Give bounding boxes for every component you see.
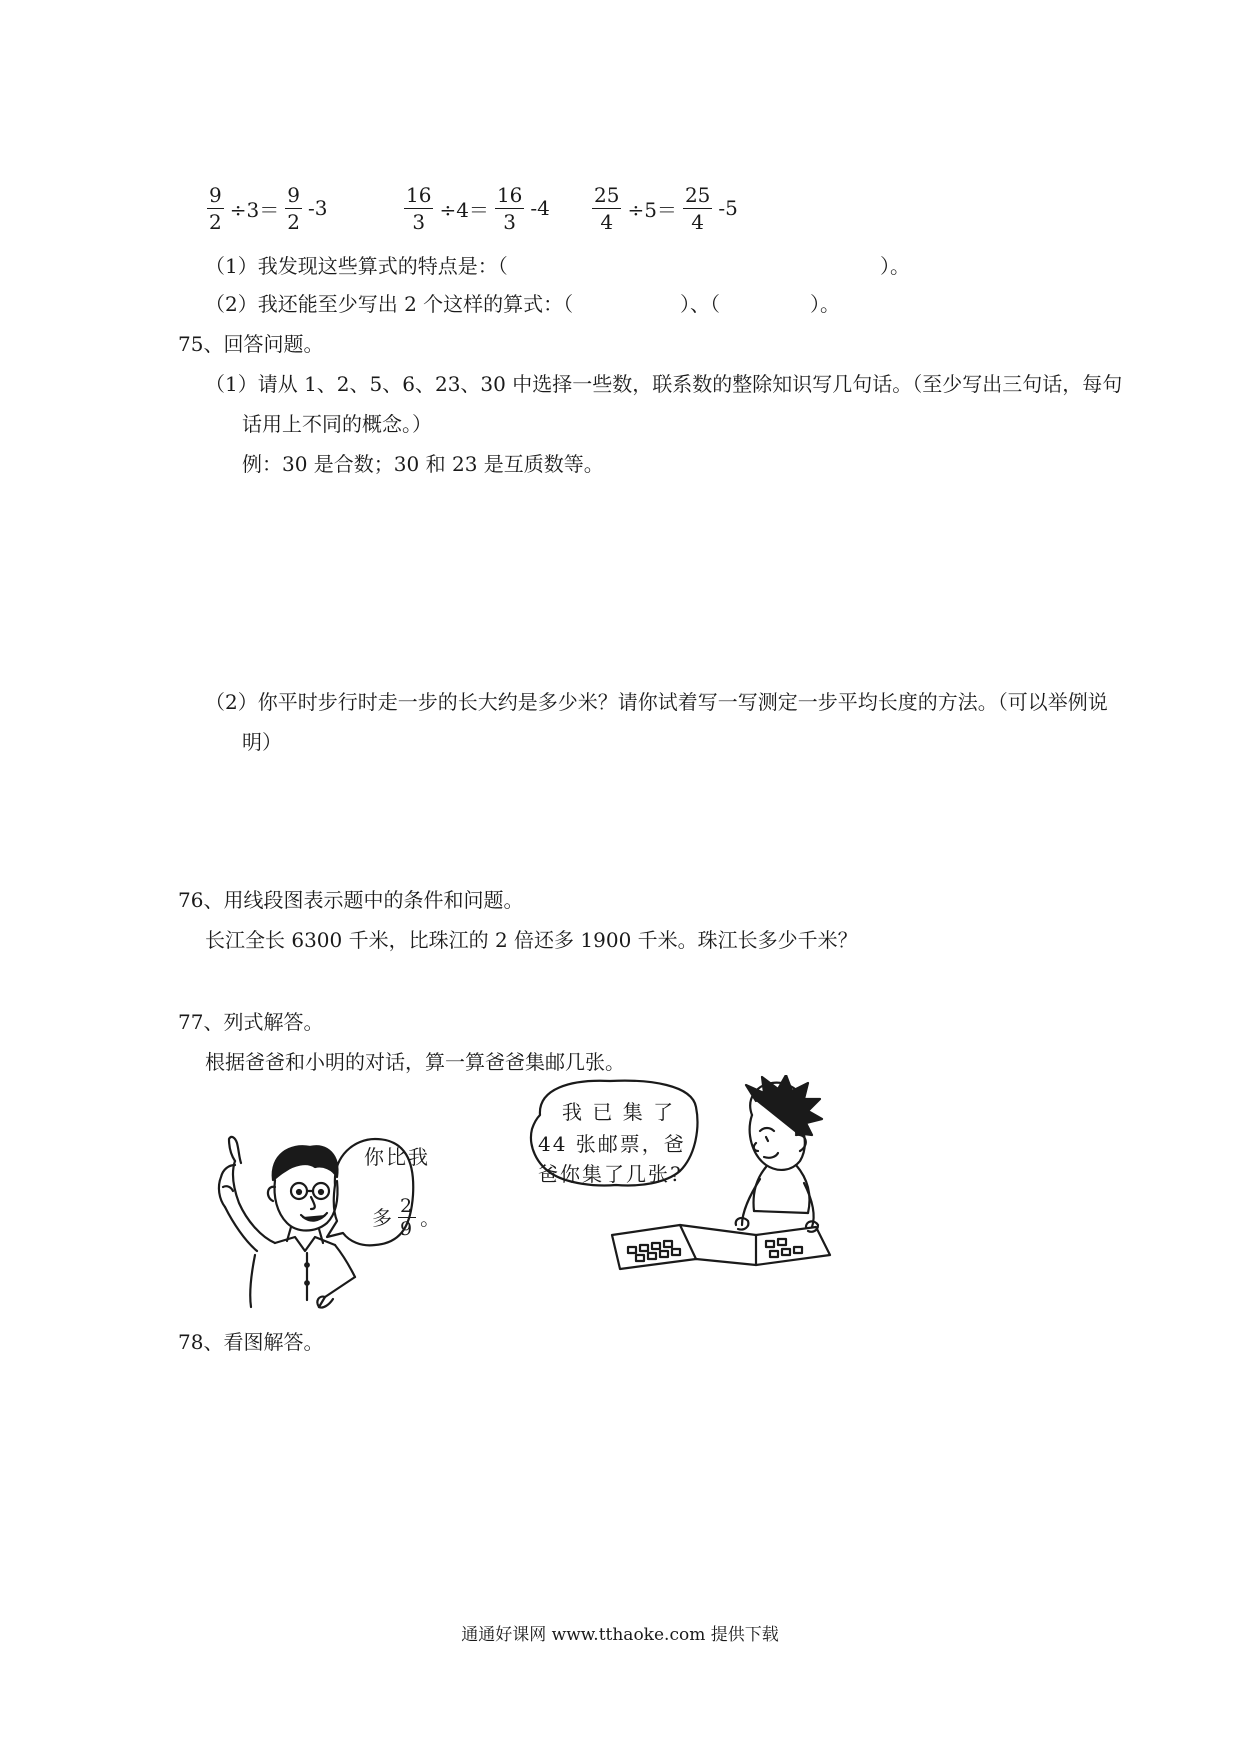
boy-speech-line3: 爸你集了几张?: [538, 1162, 683, 1186]
equation-3: $\frac{25}{4}$ ÷5＝ $\frac{25}{4}$ -5: [594, 182, 738, 234]
q75-part1-line2: 话用上不同的概念。）: [242, 412, 432, 436]
boy-speech-line1: 我 已 集 了: [562, 1100, 676, 1124]
q76-title: 76、用线段图表示题中的条件和问题。: [178, 888, 524, 912]
q74-part2-close: ）。: [810, 292, 840, 316]
q77-text: 根据爸爸和小明的对话，算一算爸爸集邮几张。: [205, 1050, 625, 1074]
boy-speech-line2: 44 张邮票，爸: [538, 1132, 686, 1156]
q74-part2: （2）我还能至少写出 2 个这样的算式：（: [205, 292, 574, 316]
q75-part2-line1: （2）你平时步行时走一步的长大约是多少米？请你试着写一写测定一步平均长度的方法。（可以举例说: [205, 690, 1108, 714]
fraction: $\frac{16}{3}$: [406, 182, 432, 234]
q78-title: 78、看图解答。: [178, 1330, 324, 1354]
q74-part1: （1）我发现这些算式的特点是：（: [205, 254, 508, 278]
dad-fraction: $\frac{2}{9}$: [400, 1195, 415, 1240]
fraction: $\frac{9}{2}$: [209, 182, 222, 234]
fraction: $\frac{16}{3}$: [496, 182, 523, 234]
q75-part1-line1: （1）请从 1、2、5、6、23、30 中选择一些数，联系数的整除知识写几句话。（至少写出三句话，每句: [205, 372, 1123, 396]
equation-2: $\frac{16}{3}$ ÷4＝ $\frac{16}{3}$ -4: [406, 182, 550, 234]
q76-text: 长江全长 6300 千米，比珠江的 2 倍还多 1900 千米。珠江长多少千米？: [205, 928, 858, 952]
page-footer: 通通好课网 www.tthaoke.com 提供下载: [461, 1625, 779, 1645]
fraction: $\frac{25}{4}$: [594, 182, 620, 234]
dad-speech-line2: 多 $\frac{2}{9}$ 。: [372, 1195, 443, 1240]
fraction: $\frac{25}{4}$: [684, 182, 711, 234]
equation-1: $\frac{9}{2}$ ÷3＝ $\frac{9}{2}$ -3: [209, 182, 328, 234]
dad-speech-line1: 你比我: [364, 1145, 430, 1169]
q75-example: 例：30 是合数；30 和 23 是互质数等。: [242, 452, 604, 476]
q75-part2-line2: 明）: [242, 730, 282, 754]
q74-part1-close: ）。: [880, 254, 910, 278]
q75-title: 75、回答问题。: [178, 332, 324, 356]
q74-part2-mid: ）、（: [680, 292, 720, 316]
fraction: $\frac{9}{2}$: [287, 182, 300, 234]
q77-title: 77、列式解答。: [178, 1010, 324, 1034]
